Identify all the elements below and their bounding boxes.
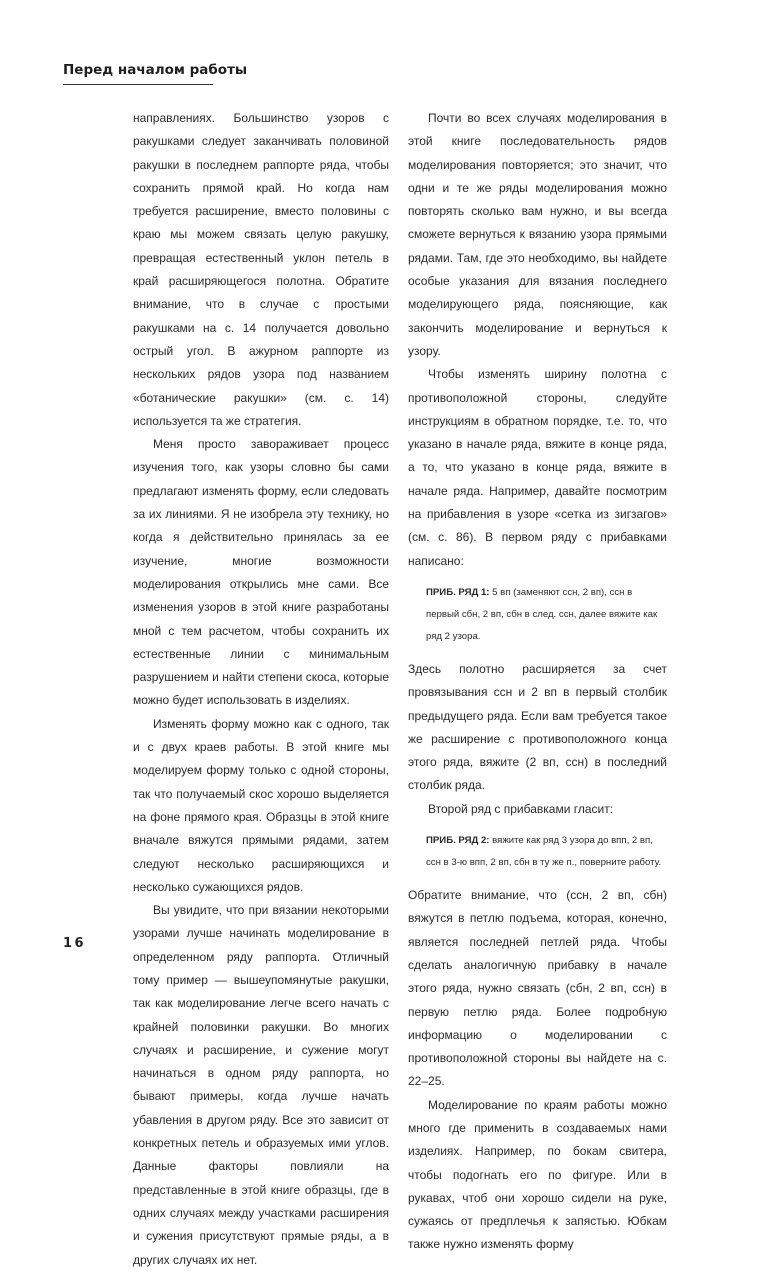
right-paragraph-6: Моделирование по краям работы можно много где применить в создаваемых нами изделиях. Например, по бокам свитера, чтобы подогнать его по фигуре. Или в рукавах, чтоб они хорошо сидели на руке, сужаясь от предплечья к запястью. Юбкам также нужно изменять форму <box>408 1097 667 1252</box>
page-number: 16 <box>63 936 87 951</box>
running-header: Перед началом работы <box>63 62 248 78</box>
right-paragraph-4: Второй ряд с прибавками гласит: <box>428 801 614 816</box>
instruction-label-2: ПРИБ. РЯД 2: <box>426 835 490 847</box>
instruction-text-1: 5 вп (заменяют ссн, 2 вп), ссн в первый сбн, 2 вп, сбн в след. ссн, далее вяжите как ряд 2 узора. <box>426 586 658 642</box>
left-paragraph-2: Меня просто завораживает процесс изучения того, как узоры словно бы сами предлагают изменять форму, если следовать за их линиями. Я не изобрела эту технику, но когда я действительно принялась за ее изучение, многие возможности моделирования открылись мне сами. Все изменения узоров в этой книге разработаны мной с тем расчетом, чтобы сохранить их естественные линии с минимальным разрушением и найти степени скоса, которые можно будет использовать в изделиях. <box>133 437 389 708</box>
right-paragraph-5: Обратите внимание, что (ссн, 2 вп, сбн) вяжутся в петлю подъема, которая, конечно, является последней петлей ряда. Чтобы сделать аналогичную прибавку в начале этого ряда, нужно связать (сбн, 2 вп, ссн) в первую петлю ряда. Более подробную информацию о моделировании с противоположной стороны вы найдете на с. 22–25. <box>408 888 667 1089</box>
left-paragraph-4: Вы увидите, что при вязании некоторыми узорами лучше начинать моделирование в определенном ряду раппорта. Отличный тому пример — вышеупомянутые ракушки, так как моделирование легче всего начать с крайней половинки ракушки. Во многих случаях и расширение, и сужение могут начинаться в одном ряду раппорта, но бывают примеры, когда лучше начать убавления в другом ряду. Все это зависит от конкретных петель и образуемых ими углов. Данные факторы повлияли на представленные в этой книге образцы, где в одних случаях между участками расширения и сужения присутствуют прямые ряды, а в других случаях их нет. <box>133 903 389 1267</box>
left-paragraph-1: направлениях. Большинство узоров с ракушками следует заканчивать половиной ракушки в последнем раппорте ряда, чтобы сохранить прямой край. Но когда нам требуется расширение, вместо половины с краю мы можем связать целую ракушку, превращая естественный уклон петель в край расширяющегося полотна. Обратите внимание, что в случае с простыми ракушками на с. 14 получается довольно острый угол. В ажурном раппорте из нескольких рядов узора под названием «ботанические ракушки» (см. с. 14) используется та же стратегия. <box>133 111 389 428</box>
left-column <box>133 107 389 1272</box>
instruction-label-1: ПРИБ. РЯД 1: <box>426 586 490 598</box>
right-column <box>408 107 667 1257</box>
header-rule <box>63 84 213 85</box>
instruction-row-2 <box>408 830 667 874</box>
right-paragraph-3: Здесь полотно расширяется за счет провязывания ссн и 2 вп в первый столбик предыдущего ряда. Если вам требуется такое же расширение с противоположного конца этого ряда, вяжите (2 вп, ссн) в последний столбик ряда. <box>408 661 667 793</box>
right-paragraph-2: Чтобы изменять ширину полотна с противоположной стороны, следуйте инструкциям в обратном порядке, т.е. то, что указано в начале ряда, вяжите в конце ряда, а то, что указано в конце ряда, вяжите в начале ряда. Например, давайте посмотрим на прибавления в узоре «сетка из зигзагов» (см. с. 86). В первом ряду с прибавками написано: <box>408 367 667 568</box>
left-paragraph-3: Изменять форму можно как с одного, так и с двух краев работы. В этой книге мы моделируем форму только с одной стороны, так что получаемый скос хорошо выделяется на фоне прямого края. Образцы в этой книге вначале вяжутся прямыми рядами, затем следуют несколько расширяющихся и несколько сужающихся рядов. <box>133 716 389 894</box>
instruction-row-1 <box>408 582 667 648</box>
instruction-text-2: вяжите как ряд 3 узора до впп, 2 вп, ссн в 3-ю впп, 2 вп, сбн в ту же п., поверните работу. <box>426 835 662 869</box>
right-paragraph-1: Почти во всех случаях моделирования в этой книге последовательность рядов моделирования повторяется; это значит, что одни и те же ряды моделирования можно повторять сколько вам нужно, и вы всегда сможете вернуться к вязанию узора прямыми рядами. Там, где это необходимо, вы найдете особые указания для вязания последнего моделирующего ряда, поясняющие, как закончить моделирование и вернуться к узору. <box>408 111 667 358</box>
